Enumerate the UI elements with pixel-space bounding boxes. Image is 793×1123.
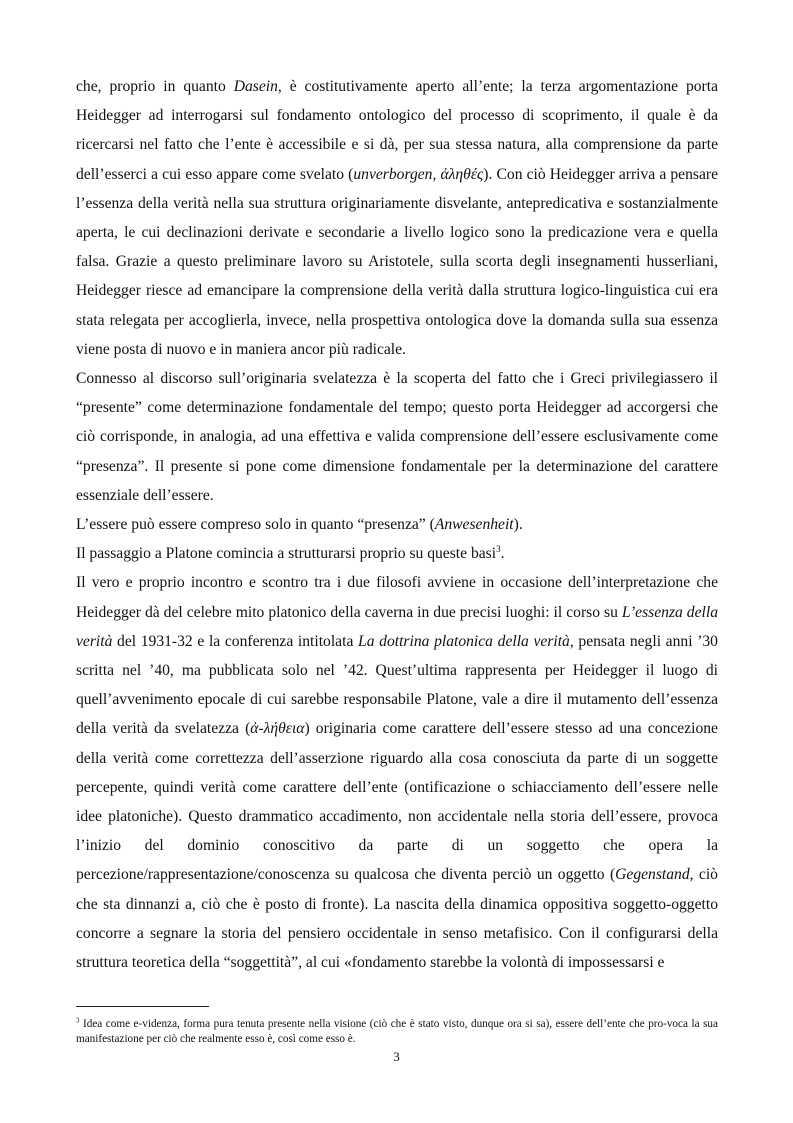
paragraph-text: ). bbox=[513, 516, 523, 534]
paragraph-text: L’essere può essere compreso solo in quanto “presenza” ( bbox=[76, 516, 435, 534]
paragraph-text: , pensata negli anni ’30 scritta nel ’40, ma pubblicata solo nel ’42. Quest’ultima rappresenta per Heidegger il luogo di quell’avvenimento epocale di cui sarebbe responsabile Platone, vale a dire il mutamento dell’essenza della verità da svelatezza ( bbox=[76, 632, 718, 738]
paragraph-text: Il passaggio a Platone comincia a strutturarsi proprio su queste basi bbox=[76, 545, 497, 563]
paragraph bbox=[76, 539, 718, 568]
footnote-number: 3 bbox=[76, 1016, 80, 1025]
paragraph bbox=[76, 72, 718, 364]
paragraph-text: , ciò che sta dinnanzi a, ciò che è posto di fronte). La nascita della dinamica oppositiva soggetto-oggetto concorre a segnare la storia del pensiero occidentale in senso metafisico. Con il configurarsi della struttura teoretica della “soggettità”, al cui «fondamento starebbe la volontà di impossessarsi e bbox=[76, 866, 718, 972]
paragraph-text: che, proprio in quanto bbox=[76, 78, 234, 95]
paragraph-text: del 1931-32 e la conferenza intitolata bbox=[112, 632, 359, 650]
paragraph-text: Il vero e proprio incontro e scontro tra i due filosofi avviene in occasione dell’interpretazione che Heidegger dà del celebre mito platonico della caverna in due precisi luoghi: il corso su bbox=[76, 574, 718, 621]
italic-term: La dottrina platonica della verità bbox=[358, 632, 570, 650]
footnote-separator bbox=[76, 1006, 209, 1007]
page-number: 3 bbox=[393, 1049, 400, 1064]
paragraph-text: , è costitutivamente aperto all’ente; la terza argomentazione porta Heidegger ad interrogarsi sul fondamento ontologico del processo di scoprimento, il quale è da ricercarsi nel fatto che l’ente è accessibile e si dà, per sua stessa natura, alla comprensione da parte dell’esserci a cui esso appare come svelato ( bbox=[76, 78, 719, 183]
italic-term: ἀ-λήθεια bbox=[250, 720, 305, 738]
paragraph-text: ) originaria come carattere dell’essere stesso ad una concezione della verità come correttezza dell’asserzione riguardo alla cosa conosciuta da parte di un soggette percepente, quindi verità come carattere dell’ente (ontificazione o schiacciamento dell’essere nelle idee platoniche). Questo drammatico accadimento, non accidentale nella storia dell’essere, provoca l’inizio del dominio conoscitivo da parte di un soggetto che opera la percezione/rappresentazione/conoscenza su qualcosa che diventa perciò un oggetto ( bbox=[76, 720, 718, 884]
paragraph-text: . bbox=[500, 545, 505, 563]
paragraph bbox=[76, 568, 718, 977]
footnote-reference: 3 bbox=[496, 544, 501, 555]
footnote bbox=[76, 1017, 718, 1047]
paragraph bbox=[76, 510, 718, 539]
italic-term: Anwesenheit bbox=[434, 516, 514, 534]
paragraph bbox=[76, 364, 718, 510]
body-text bbox=[76, 72, 718, 977]
paragraph-text: Connesso al discorso sull’originaria svelatezza è la scoperta del fatto che i Greci privilegiassero il “presente” come determinazione fondamentale del tempo; questo porta Heidegger ad accorgersi che ciò corrisponde, in analogia, ad una effettiva e valida comprensione dell’essere esclusivamente come “presenza”. Il presente si pone come dimensione fondamentale per la determinazione del carattere essenziale dell’essere. bbox=[76, 370, 718, 504]
italic-term: Dasein bbox=[233, 78, 278, 95]
italic-term: Gegenstand bbox=[615, 866, 690, 884]
paragraph-text: ). Con ciò Heidegger arriva a pensare l’essenza della verità nella sua struttura originariamente disvelante, antepredicativa e sostanzialmente aperta, le cui declinazioni derivate e secondarie a livello logico sono la predicazione vera e quella falsa. Grazie a questo preliminare lavoro su Aristotele, sulla scorta degli insegnamenti husserliani, Heidegger riesce ad emancipare la comprensione della verità dalla struttura logico-linguistica cui era stata relegata per accoglierla, invece, nella prospettiva ontologica dove la domanda sulla sua essenza viene posta di nuovo e in maniera ancor più radicale. bbox=[76, 165, 718, 358]
footnote-text: Idea come e-videnza, forma pura tenuta presente nella visione (ciò che è stato visto, dunque ora si sa), essere dell’ente che pro-voca la sua manifestazione per ciò che realmente esso è, così come esso è. bbox=[76, 1018, 718, 1045]
italic-term: unverborgen, ἀληθές bbox=[353, 165, 484, 183]
italic-term: L’essenza della verità bbox=[76, 603, 718, 650]
